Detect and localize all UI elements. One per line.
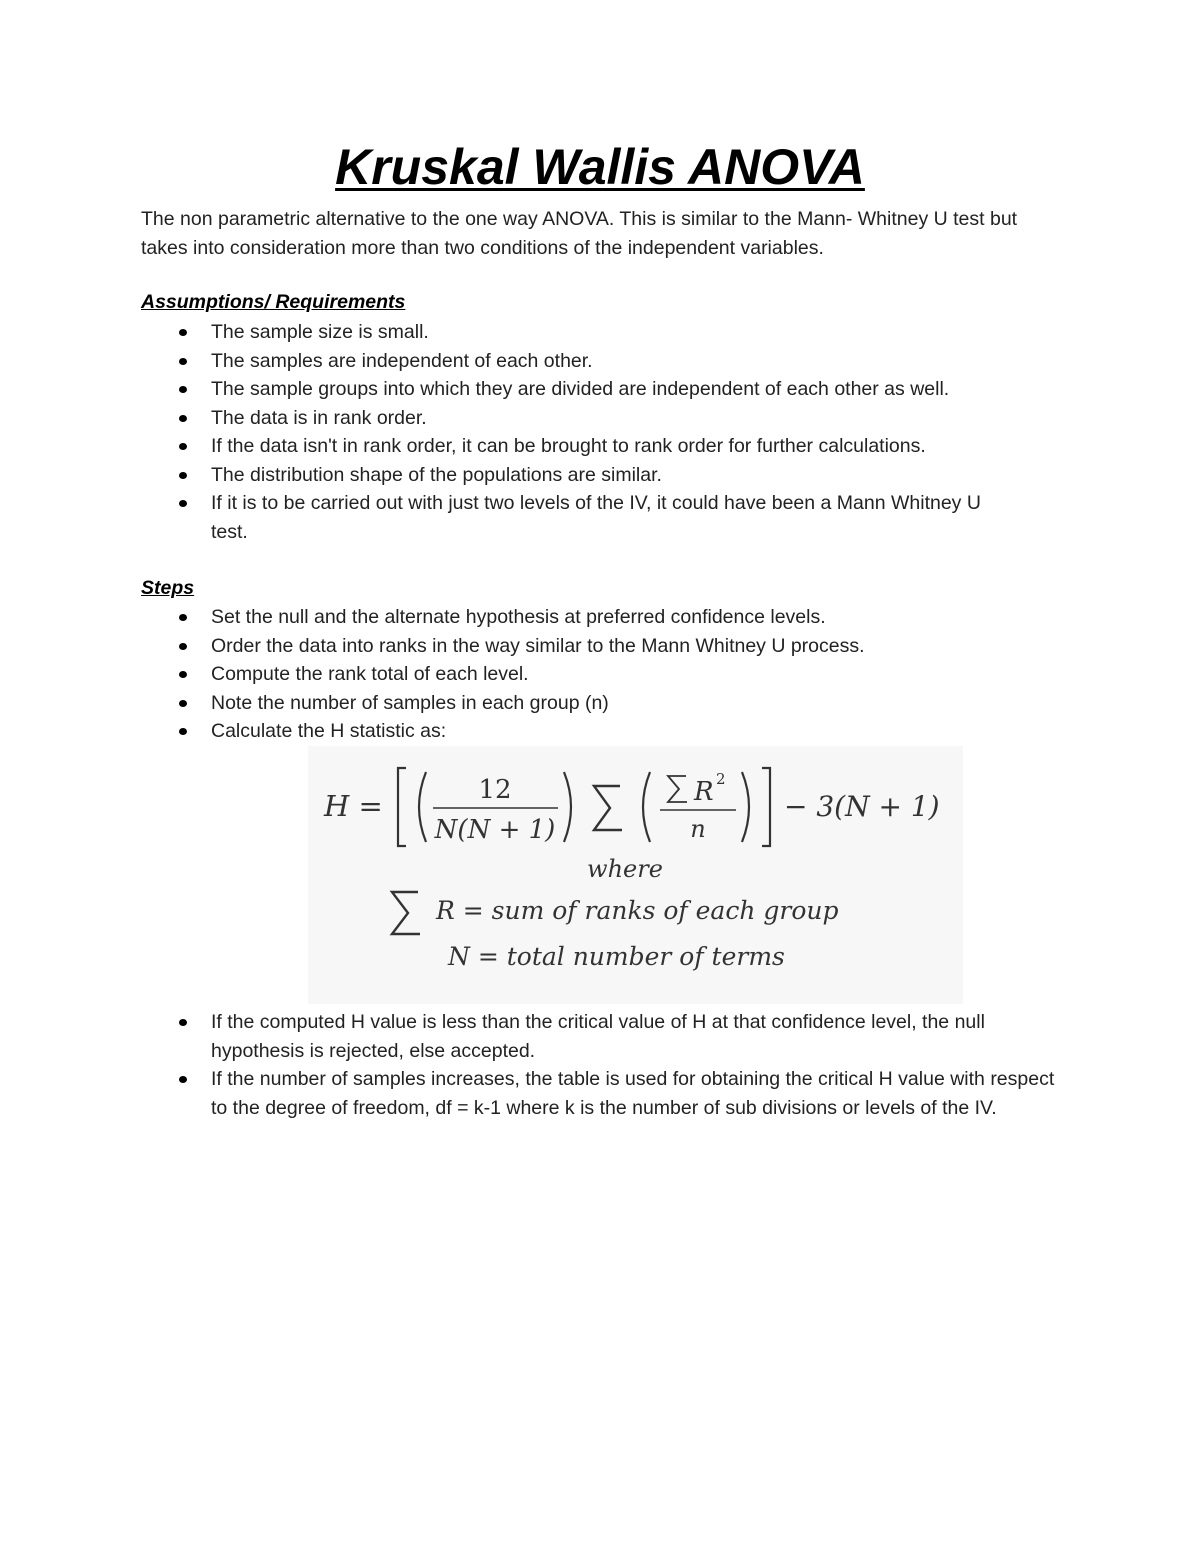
bullet-icon (179, 472, 187, 479)
inner-numerator: R (694, 777, 714, 807)
steps-list-continued (141, 1008, 1061, 1122)
small-sigma-icon (668, 776, 687, 802)
definition-rank-sum: R = sum of ranks of each group (436, 896, 839, 925)
list-item: If the computed H value is less than the critical value of H at that confidence level, the null hypothesis is rejected, else accepted. (141, 1008, 1061, 1065)
bullet-icon (179, 643, 187, 650)
list-item: Calculate the H statistic as: (141, 717, 1061, 746)
definition-total-n: N = total number of terms (448, 942, 785, 971)
where-label: where (587, 855, 663, 883)
bullet-icon (179, 329, 187, 336)
list-item: The sample groups into which they are divided are independent of each other as well. (141, 375, 1061, 404)
formula-lhs: H = (324, 789, 383, 823)
bullet-icon (179, 700, 187, 707)
left-paren-inner (643, 772, 650, 842)
list-item: If it is to be carried out with just two levels of the IV, it could have been a Mann Whitney U test. (141, 489, 1061, 546)
bullet-icon (179, 415, 187, 422)
bullet-icon (179, 671, 187, 678)
steps-list (141, 603, 1061, 746)
h-statistic-formula (308, 746, 963, 1004)
fraction-numerator: 12 (478, 775, 512, 805)
formula-tail: − 3(N + 1) (784, 790, 940, 823)
intro-paragraph: The non parametric alternative to the one way ANOVA. This is similar to the Mann- Whitney U test but takes into consideration more than two conditions of the independent variables. (141, 208, 1018, 259)
bullet-icon (179, 614, 187, 621)
list-item: Set the null and the alternate hypothesis at preferred confidence levels. (141, 603, 1061, 632)
formula-svg (308, 746, 963, 1004)
bullet-icon (179, 1019, 187, 1026)
bullet-icon (179, 500, 187, 507)
left-square-bracket (398, 768, 406, 846)
bullet-icon (179, 358, 187, 365)
inner-exponent: 2 (716, 770, 726, 788)
page-title: Kruskal Wallis ANOVA (335, 139, 865, 195)
steps-heading: Steps (141, 577, 195, 599)
sigma-icon (594, 786, 622, 830)
bullet-icon (179, 728, 187, 735)
assumptions-heading: Assumptions/ Requirements (141, 291, 406, 313)
list-item: If the data isn't in rank order, it can be brought to rank order for further calculations. (141, 432, 1061, 461)
fraction-denominator: N(N + 1) (434, 815, 556, 845)
list-item: Note the number of samples in each group (n) (141, 689, 1061, 718)
right-paren-inner (742, 772, 749, 842)
inner-denominator: n (690, 815, 706, 843)
list-item: The distribution shape of the populations are similar. (141, 461, 1061, 490)
list-item: The data is in rank order. (141, 404, 1061, 433)
right-paren (564, 772, 571, 842)
bullet-icon (179, 443, 187, 450)
assumptions-list (141, 318, 1061, 546)
left-paren (419, 772, 426, 842)
list-item: The samples are independent of each other. (141, 347, 1061, 376)
list-item: Compute the rank total of each level. (141, 660, 1061, 689)
list-item: If the number of samples increases, the table is used for obtaining the critical H value with respect to the degree of freedom, df = k-1 where k is the number of sub divisions or levels of the IV. (141, 1065, 1061, 1122)
right-square-bracket (762, 768, 770, 846)
bullet-icon (179, 1076, 187, 1083)
list-item: The sample size is small. (141, 318, 1061, 347)
bullet-icon (179, 386, 187, 393)
list-item: Order the data into ranks in the way similar to the Mann Whitney U process. (141, 632, 1061, 661)
definition-sigma-icon (392, 892, 420, 934)
